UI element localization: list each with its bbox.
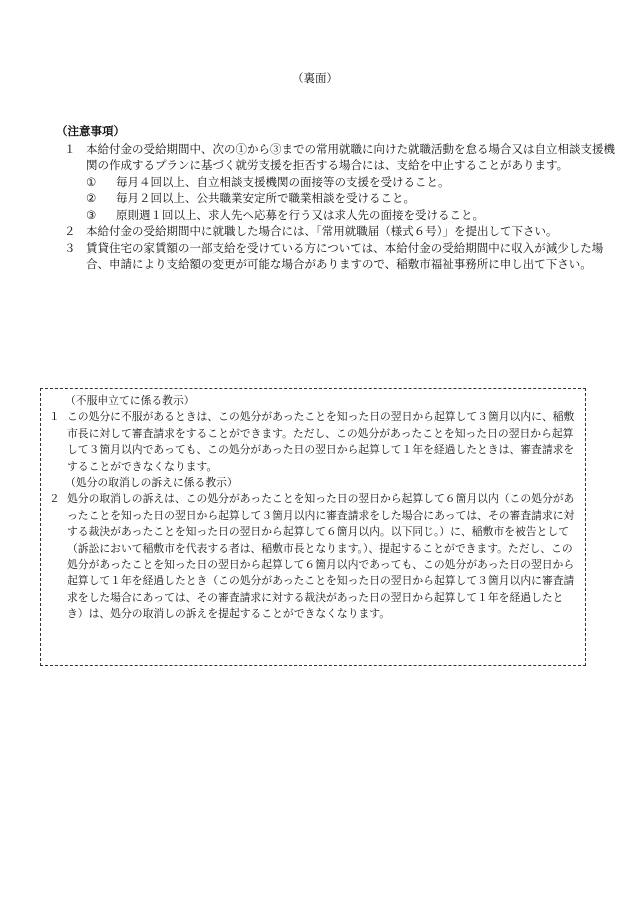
notes-title: （注意事項） — [56, 124, 125, 138]
note-subitem-text: 毎月４回以上、自立相談支援機関の面接等の支援を受けること。 — [116, 174, 450, 189]
note-subitem-number: ② — [86, 191, 97, 205]
note-subitem-text: 毎月２回以上、公共職業安定所で職業相談を受けること。 — [116, 191, 415, 205]
appeal-item-text: 処分の取消しの訴えは、この処分があったことを知った日の翌日から起算して６箇月以内（この処分があったことを知った日の翌日から起算して３箇月以内に審査請求をした場合にあっては、その審査請求に対する裁決があったことを知った日の翌日から起算して６箇月以内。以下同じ。）に、稲敷市を被告として（訴訟において稲敷市を代表する者は、稲敷市長となります。）、提起することができます。ただし、この処分があったことを知った日の翌日から起算して６箇月以内であっても、この処分があった日の翌日から起算して１年を経過したとき（この処分があったことを知った日の翌日から起算して３箇月以内に審査請求をした場合にあっては、その審査請求に対する裁決があった日の翌日から起算して１年を経過したとき）は、処分の取消しの訴えを提起することができなくなります。 — [67, 492, 575, 621]
note-item-text: 本給付金の受給期間中、次の①から③までの常用就職に向けた就職活動を怠る場合又は自立相談支援機関の作成するプランに基づく就労支援を拒否する場合には、支給を中止することがあります。 — [86, 141, 615, 172]
appeal-item-text: この処分に不服があるときは、この処分があったことを知った日の翌日から起算して３箇月以内に、稲敷市長に対して審査請求をすることができます。ただし、この処分があったことを知った日の翌日から起算して３箇月以内であっても、この処分があった日の翌日から起算して１年を経過したときは、審査請求をすることができなくなります。 — [67, 410, 575, 473]
note-subitem-number: ③ — [86, 207, 97, 222]
note-item-number: ２ — [64, 224, 76, 238]
notes-section — [56, 123, 616, 273]
note-subitem-text: 原則週１回以上、求人先へ応募を行う又は求人先の面接を受けること。 — [116, 207, 484, 222]
appeal-notice-box — [40, 388, 586, 666]
note-item-number: １ — [64, 141, 76, 156]
appeal-item-number: １ — [49, 410, 60, 424]
appeal-heading: （不服申立てに係る教示） — [65, 394, 195, 407]
note-subitem-2 — [56, 190, 616, 207]
appeal-item-1 — [49, 409, 577, 475]
note-item-text: 賃貸住宅の家賃額の一部支給を受けている方については、本給付金の受給期間中に収入が減少した場合、申請により支給額の変更が可能な場合がありますので、稲敷市福祉事務所に申し出て下さい。 — [86, 240, 604, 271]
note-item-2 — [56, 223, 616, 240]
note-item-text: 本給付金の受給期間中に就職した場合には、「常用就職届（様式６号）」を提出して下さい。 — [86, 224, 558, 238]
note-subitem-3 — [56, 207, 616, 224]
appeal-item-number: ２ — [49, 492, 60, 506]
note-subitem-1 — [56, 174, 616, 191]
note-item-1 — [56, 141, 616, 174]
note-subitem-number: ① — [86, 174, 97, 189]
note-item-number: ３ — [64, 240, 76, 255]
note-item-3 — [56, 240, 616, 273]
lawsuit-heading: （処分の取消しの訴えに係る教示） — [65, 476, 238, 490]
page-heading: （裏面） — [292, 71, 338, 85]
appeal-item-2 — [49, 491, 577, 622]
